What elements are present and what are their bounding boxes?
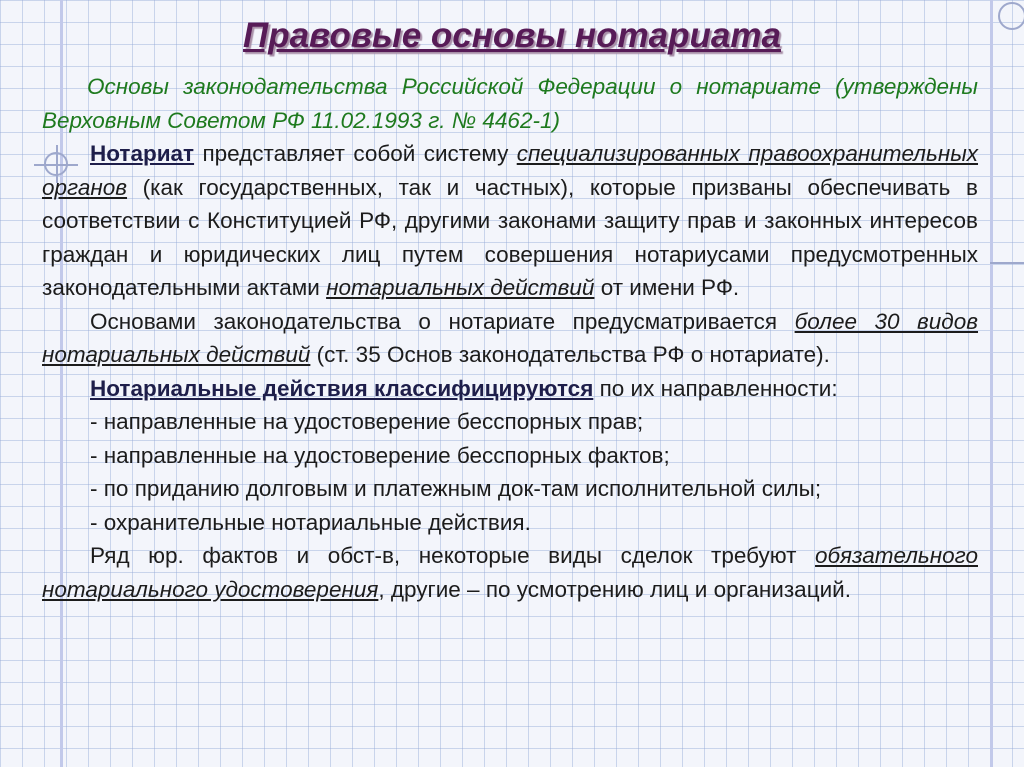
term-notariat: Нотариат <box>90 141 195 166</box>
term-classification: Нотариальные действия классифицируются <box>90 375 594 401</box>
underlined-phrase: нотариальных действий <box>326 275 595 300</box>
paragraph-text: Ряд юр. фактов и обст-в, некоторые виды сделок требуют <box>90 543 816 568</box>
paragraph-text: представляет собой систему <box>194 141 517 166</box>
decorative-line <box>990 262 1024 264</box>
paragraph-classification <box>42 372 978 406</box>
underlined-phrase: специализированных правоохранительных органов <box>42 141 979 200</box>
paragraph-text: Основами законодательства о нотариате предусматривается <box>90 308 795 334</box>
list-item: - направленные на удостоверение бесспорных фактов; <box>90 442 670 468</box>
notebook-margin-line-right <box>990 0 993 767</box>
paragraph-notariat-definition <box>42 137 978 305</box>
slide-content <box>42 70 978 606</box>
subtitle: Основы законодательства Российской Федерации о нотариате (утверждены Верховным Советом РФ 11.02.1993 г. № 4462-1) <box>42 74 978 133</box>
paragraph-text: (ст. 35 Основ законодательства РФ о нотариате). <box>310 342 830 367</box>
list-item: - по приданию долговым и платежным док-там исполнительной силы; <box>90 476 822 501</box>
slide-title: Правовые основы нотариата <box>243 16 781 55</box>
paragraph-text: по их направленности: <box>593 375 838 401</box>
list-item: - охранительные нотариальные действия. <box>90 509 531 535</box>
list-item: - направленные на удостоверение бесспорных прав; <box>90 409 644 434</box>
paragraph-text: , другие – по усмотрению лиц и организаций. <box>378 576 851 602</box>
paragraph-actions-count <box>42 305 978 372</box>
paragraph-text: (как государственных, так и частных), которые призваны обеспечивать в соответствии с Конституцией РФ, другими законами защиту прав и законных интересов граждан и юридических лиц путем совершения нотариусами предусмотренных законодательными актами <box>42 174 978 300</box>
paragraph-mandatory-certification <box>42 539 978 606</box>
paragraph-text: от имени РФ. <box>594 275 740 300</box>
underlined-phrase: обязательного нотариального удостоверения <box>42 543 978 602</box>
underlined-phrase: более 30 видов нотариальных действий <box>42 308 979 367</box>
